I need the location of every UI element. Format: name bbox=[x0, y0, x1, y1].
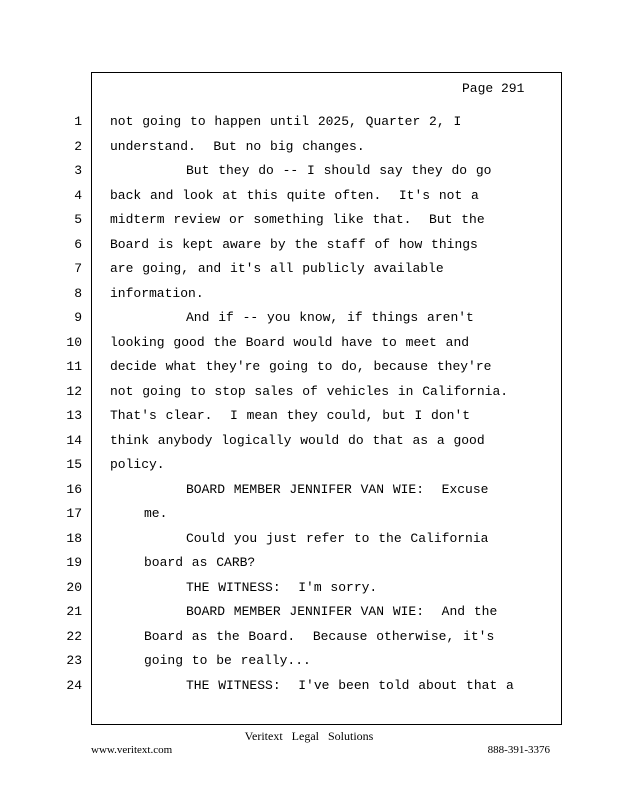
line-text: going to be really... bbox=[144, 653, 311, 668]
line-text: And if -- you know, if things aren't bbox=[186, 310, 474, 325]
line-number: 12 bbox=[66, 384, 82, 399]
line-text: policy. bbox=[110, 457, 165, 472]
line-text: think anybody logically would do that as a good bbox=[110, 433, 485, 448]
line-text: midterm review or something like that. But the bbox=[110, 212, 485, 227]
line-text: Board as the Board. Because otherwise, it's bbox=[144, 629, 495, 644]
line-number: 23 bbox=[66, 653, 82, 668]
line-number: 1 bbox=[74, 114, 82, 129]
line-text: decide what they're going to do, because they're bbox=[110, 359, 492, 374]
line-number: 19 bbox=[66, 555, 82, 570]
line-number: 21 bbox=[66, 604, 82, 619]
line-number: 24 bbox=[66, 678, 82, 693]
page-number: Page 291 bbox=[462, 81, 525, 96]
line-text: BOARD MEMBER JENNIFER VAN WIE: And the bbox=[186, 604, 498, 619]
line-text: board as CARB? bbox=[144, 555, 256, 570]
line-number: 17 bbox=[66, 506, 82, 521]
line-text: Board is kept aware by the staff of how things bbox=[110, 237, 478, 252]
line-number: 16 bbox=[66, 482, 82, 497]
line-text: understand. But no big changes. bbox=[110, 139, 365, 154]
line-number: 8 bbox=[74, 286, 82, 301]
line-text: information. bbox=[110, 286, 204, 301]
line-number: 18 bbox=[66, 531, 82, 546]
line-text: back and look at this quite often. It's not a bbox=[110, 188, 479, 203]
line-text: But they do -- I should say they do go bbox=[186, 163, 492, 178]
line-text: Could you just refer to the California bbox=[186, 531, 489, 546]
line-number: 20 bbox=[66, 580, 82, 595]
line-text: are going, and it's all publicly available bbox=[110, 261, 444, 276]
footer-website: www.veritext.com bbox=[91, 744, 173, 756]
line-number: 3 bbox=[74, 163, 82, 178]
line-number: 7 bbox=[74, 261, 82, 276]
footer-company: Veritext Legal Solutions bbox=[244, 729, 374, 743]
line-number: 6 bbox=[74, 237, 82, 252]
line-number: 4 bbox=[74, 188, 82, 203]
line-number: 15 bbox=[66, 457, 82, 472]
line-text: me. bbox=[144, 506, 168, 521]
line-text: THE WITNESS: I've been told about that a bbox=[186, 678, 514, 693]
footer-phone: 888-391-3376 bbox=[487, 744, 550, 756]
line-number: 14 bbox=[66, 433, 82, 448]
line-number: 11 bbox=[66, 359, 82, 374]
line-number: 10 bbox=[66, 335, 82, 350]
line-number: 9 bbox=[74, 310, 82, 325]
line-number: 22 bbox=[66, 629, 82, 644]
line-number: 5 bbox=[74, 212, 82, 227]
line-text: BOARD MEMBER JENNIFER VAN WIE: Excuse bbox=[186, 482, 489, 497]
line-text: looking good the Board would have to meet and bbox=[110, 335, 470, 350]
line-number: 13 bbox=[66, 408, 82, 423]
line-text: THE WITNESS: I'm sorry. bbox=[186, 580, 378, 595]
line-number: 2 bbox=[74, 139, 82, 154]
line-text: not going to happen until 2025, Quarter 2, I bbox=[110, 114, 462, 129]
line-text: That's clear. I mean they could, but I don't bbox=[110, 408, 471, 423]
line-text: not going to stop sales of vehicles in California. bbox=[110, 384, 509, 399]
